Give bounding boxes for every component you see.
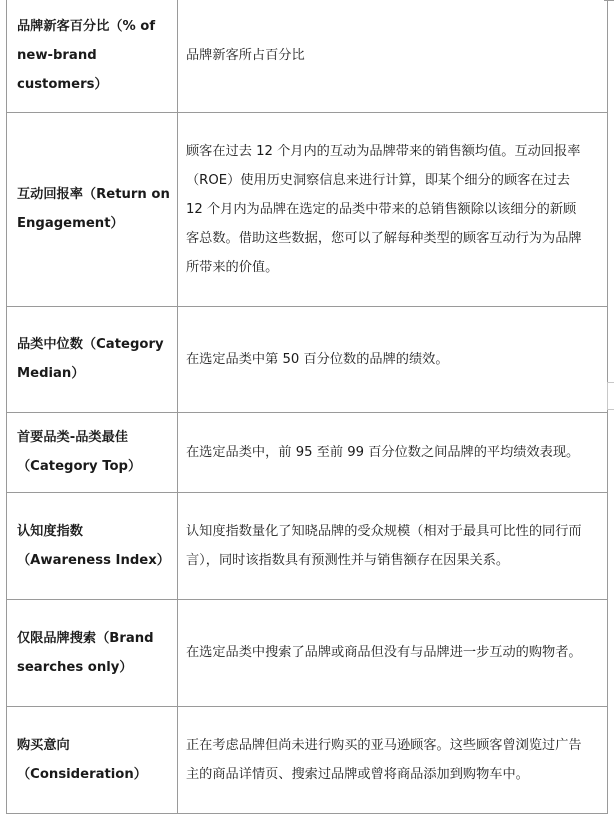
definition-awareness-index: 认知度指数量化了知晓品牌的受众规模（相对于最具可比性的同行而言），同时该指数具有预测性并与销售额存在因果关系。 (186, 523, 582, 568)
term-cell (7, 599, 178, 706)
definition-cell (178, 306, 608, 412)
term-cell (7, 706, 178, 813)
term-cell (7, 492, 178, 599)
definition-cell (178, 492, 608, 599)
term-cell (7, 412, 178, 492)
table-row (7, 706, 608, 813)
page-edge-marker (607, 382, 614, 410)
definition-cell (178, 412, 608, 492)
definition-cell (178, 599, 608, 706)
definition-brand-searches-only: 在选定品类中搜索了品牌或商品但没有与品牌进一步互动的购物者。 (186, 645, 582, 660)
definition-cell (178, 112, 608, 306)
definition-category-median: 在选定品类中第 50 百分位数的品牌的绩效。 (186, 351, 449, 367)
term-brand-searches-only: 仅限品牌搜索（Brand searches only） (17, 630, 154, 675)
page-edge-line (604, 0, 614, 1)
table-row (7, 112, 608, 306)
definition-new-brand-customers: 品牌新客所占百分比 (186, 48, 305, 64)
term-category-median: 品类中位数（Category Median） (17, 337, 164, 381)
glossary-table (6, 0, 608, 814)
term-cell (7, 0, 178, 112)
table-row (7, 492, 608, 599)
definition-category-top: 在选定品类中，前 95 至前 99 百分位数之间品牌的平均绩效表现。 (186, 444, 580, 460)
definition-cell (178, 0, 608, 112)
definition-consideration: 正在考虑品牌但尚未进行购买的亚马逊顾客。这些顾客曾浏览过广告主的商品详情页、搜索过品牌或曾将商品添加到购物车中。 (186, 737, 582, 782)
term-cell (7, 112, 178, 306)
term-awareness-index: 认知度指数（Awareness Index） (17, 523, 170, 568)
table-row (7, 306, 608, 412)
table-row (7, 412, 608, 492)
definition-return-on-engagement: 顾客在过去 12 个月内的互动为品牌带来的销售额均值。互动回报率（ROE）使用历史洞察信息来进行计算，即某个细分的顾客在过去 12 个月内为品牌在选定的品类中带来的总销售额除以该细分的新顾客总数。借助这些数据，您可以了解每种类型的顾客互动行为为品牌所带来的价值。 (186, 143, 582, 275)
term-consideration: 购买意向（Consideration） (17, 737, 147, 782)
term-category-top: 首要品类-品类最佳（Category Top） (17, 430, 142, 474)
table-row (7, 0, 608, 112)
term-cell (7, 306, 178, 412)
term-return-on-engagement: 互动回报率（Return on Engagement） (17, 187, 170, 231)
table-row (7, 599, 608, 706)
definition-cell (178, 706, 608, 813)
term-new-brand-customers: 品牌新客百分比（% of new-brand customers） (17, 19, 156, 93)
